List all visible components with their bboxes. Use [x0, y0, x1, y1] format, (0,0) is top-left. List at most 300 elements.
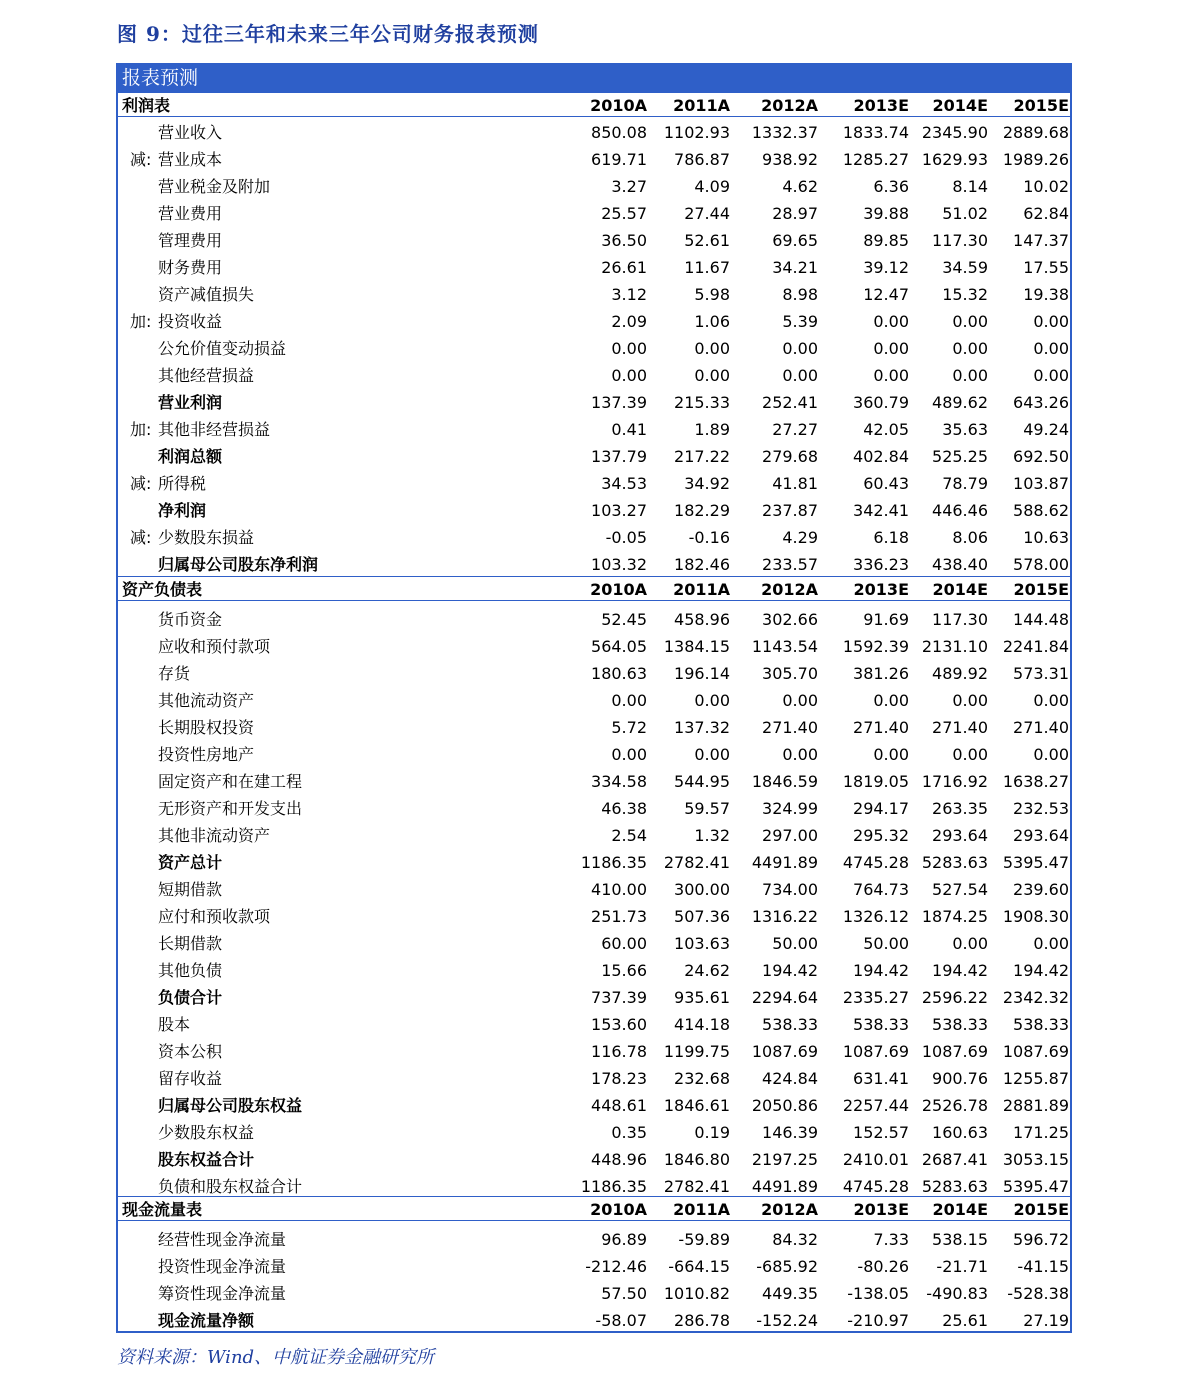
value-cell: 1.06 — [694, 312, 730, 331]
section-title: 现金流量表 — [122, 1200, 203, 1219]
value-cell: 449.35 — [762, 1284, 818, 1303]
value-cell: 24.62 — [684, 961, 730, 980]
row-label: 股本 — [158, 1015, 191, 1034]
value-cell: 239.60 — [1013, 880, 1069, 899]
row-label: 其他非经营损益 — [158, 420, 271, 439]
value-cell: 2241.84 — [1002, 637, 1069, 656]
value-cell: 297.00 — [762, 826, 818, 845]
row-label: 存货 — [158, 664, 191, 683]
year-header: 2010A — [590, 1200, 647, 1219]
value-cell: 8.98 — [782, 285, 818, 304]
row-label: 财务费用 — [158, 258, 223, 277]
value-cell: 50.00 — [772, 934, 818, 953]
value-cell: 2782.41 — [663, 1177, 730, 1196]
value-cell: 1846.80 — [663, 1150, 730, 1169]
value-cell: 91.69 — [863, 610, 909, 629]
value-cell: 0.00 — [1033, 339, 1069, 358]
value-cell: 35.63 — [942, 420, 988, 439]
value-cell: 271.40 — [853, 718, 909, 737]
table-row — [118, 173, 1070, 200]
value-cell: 336.23 — [853, 555, 909, 574]
row-label: 长期借款 — [158, 934, 223, 953]
value-cell: 52.45 — [601, 610, 647, 629]
value-cell: 62.84 — [1023, 204, 1069, 223]
row-prefix: 加: — [130, 312, 152, 331]
value-cell: 414.18 — [674, 1015, 730, 1034]
value-cell: 117.30 — [932, 231, 988, 250]
table-row — [118, 984, 1070, 1011]
value-cell: 786.87 — [674, 150, 730, 169]
row-prefix: 减: — [130, 528, 152, 547]
table-row — [118, 335, 1070, 362]
value-cell: 2410.01 — [842, 1150, 909, 1169]
row-label: 经营性现金净流量 — [158, 1230, 287, 1249]
table-band-title: 报表预测 — [118, 65, 1070, 92]
value-cell: 27.27 — [772, 420, 818, 439]
value-cell: -664.15 — [668, 1257, 730, 1276]
value-cell: 1716.92 — [921, 772, 988, 791]
value-cell: 0.00 — [952, 934, 988, 953]
value-cell: 6.18 — [873, 528, 909, 547]
value-cell: 0.00 — [782, 691, 818, 710]
table-row — [118, 606, 1070, 633]
value-cell: 6.36 — [873, 177, 909, 196]
value-cell: 1087.69 — [751, 1042, 818, 1061]
value-cell: 0.00 — [694, 339, 730, 358]
row-label: 营业成本 — [158, 150, 223, 169]
section-title: 资产负债表 — [122, 580, 203, 599]
value-cell: 52.61 — [684, 231, 730, 250]
value-cell: 5395.47 — [1002, 1177, 1069, 1196]
value-cell: 0.00 — [611, 745, 647, 764]
row-label: 净利润 — [158, 501, 207, 520]
row-label: 公允价值变动损益 — [158, 339, 287, 358]
value-cell: -528.38 — [1007, 1284, 1069, 1303]
value-cell: 1.32 — [694, 826, 730, 845]
value-cell: 0.41 — [611, 420, 647, 439]
value-cell: 137.32 — [674, 718, 730, 737]
value-cell: 4491.89 — [751, 1177, 818, 1196]
value-cell: 34.53 — [601, 474, 647, 493]
table-row — [118, 687, 1070, 714]
value-cell: 8.14 — [952, 177, 988, 196]
year-header: 2011A — [673, 580, 730, 599]
value-cell: 41.81 — [772, 474, 818, 493]
value-cell: 1285.27 — [842, 150, 909, 169]
section-header — [118, 92, 1070, 117]
value-cell: 0.00 — [1033, 366, 1069, 385]
value-cell: 252.41 — [762, 393, 818, 412]
value-cell: 1833.74 — [842, 123, 909, 142]
table-row — [118, 416, 1070, 443]
value-cell: 1629.93 — [921, 150, 988, 169]
value-cell: 46.38 — [601, 799, 647, 818]
value-cell: 0.00 — [1033, 691, 1069, 710]
value-cell: 15.66 — [601, 961, 647, 980]
value-cell: 538.15 — [932, 1230, 988, 1249]
value-cell: 237.87 — [762, 501, 818, 520]
table-row — [118, 146, 1070, 173]
value-cell: 538.33 — [762, 1015, 818, 1034]
value-cell: -210.97 — [847, 1311, 909, 1330]
section-title: 利润表 — [122, 96, 171, 115]
table-row — [118, 1146, 1070, 1173]
row-label: 筹资性现金净流量 — [158, 1284, 287, 1303]
value-cell: 271.40 — [1013, 718, 1069, 737]
value-cell: 78.79 — [942, 474, 988, 493]
value-cell: 0.00 — [611, 339, 647, 358]
value-cell: 1874.25 — [921, 907, 988, 926]
value-cell: 0.35 — [611, 1123, 647, 1142]
value-cell: 2596.22 — [921, 988, 988, 1007]
value-cell: -138.05 — [847, 1284, 909, 1303]
value-cell: 39.12 — [863, 258, 909, 277]
value-cell: 489.92 — [932, 664, 988, 683]
value-cell: 2.09 — [611, 312, 647, 331]
value-cell: 0.00 — [611, 691, 647, 710]
value-cell: 1255.87 — [1002, 1069, 1069, 1088]
value-cell: 1316.22 — [751, 907, 818, 926]
value-cell: 619.71 — [591, 150, 647, 169]
value-cell: 2131.10 — [921, 637, 988, 656]
value-cell: 324.99 — [762, 799, 818, 818]
value-cell: 11.67 — [684, 258, 730, 277]
value-cell: 103.27 — [591, 501, 647, 520]
value-cell: 103.87 — [1013, 474, 1069, 493]
table-row — [118, 227, 1070, 254]
table-row — [118, 768, 1070, 795]
value-cell: 489.62 — [932, 393, 988, 412]
value-cell: 1087.69 — [921, 1042, 988, 1061]
year-header: 2013E — [853, 1200, 909, 1219]
value-cell: 2782.41 — [663, 853, 730, 872]
table-row — [118, 200, 1070, 227]
value-cell: 25.61 — [942, 1311, 988, 1330]
value-cell: 0.00 — [873, 745, 909, 764]
value-cell: 900.76 — [932, 1069, 988, 1088]
value-cell: 2526.78 — [921, 1096, 988, 1115]
value-cell: 0.00 — [873, 366, 909, 385]
table-row — [118, 1011, 1070, 1038]
value-cell: 144.48 — [1013, 610, 1069, 629]
year-header: 2012A — [761, 96, 818, 115]
value-cell: 271.40 — [932, 718, 988, 737]
value-cell: 1186.35 — [580, 1177, 647, 1196]
year-header: 2015E — [1013, 96, 1069, 115]
value-cell: 294.17 — [853, 799, 909, 818]
row-label: 股东权益合计 — [158, 1150, 255, 1169]
value-cell: 1592.39 — [842, 637, 909, 656]
value-cell: -212.46 — [585, 1257, 647, 1276]
value-cell: 538.33 — [932, 1015, 988, 1034]
value-cell: -685.92 — [756, 1257, 818, 1276]
value-cell: -0.16 — [688, 528, 730, 547]
section-header — [118, 1196, 1070, 1221]
row-label: 短期借款 — [158, 880, 223, 899]
value-cell: 0.00 — [782, 366, 818, 385]
financial-forecast-table — [116, 63, 1072, 1333]
value-cell: 0.00 — [694, 745, 730, 764]
value-cell: 1326.12 — [842, 907, 909, 926]
row-label: 归属母公司股东净利润 — [158, 555, 319, 574]
table-row — [118, 497, 1070, 524]
value-cell: 295.32 — [853, 826, 909, 845]
value-cell: 293.64 — [932, 826, 988, 845]
value-cell: 0.00 — [952, 312, 988, 331]
value-cell: -58.07 — [595, 1311, 647, 1330]
table-row — [118, 741, 1070, 768]
value-cell: 160.63 — [932, 1123, 988, 1142]
value-cell: 215.33 — [674, 393, 730, 412]
value-cell: 153.60 — [591, 1015, 647, 1034]
value-cell: 2881.89 — [1002, 1096, 1069, 1115]
value-cell: 0.00 — [694, 691, 730, 710]
value-cell: 4745.28 — [842, 1177, 909, 1196]
value-cell: 2197.25 — [751, 1150, 818, 1169]
value-cell: 50.00 — [863, 934, 909, 953]
table-row — [118, 633, 1070, 660]
row-label: 货币资金 — [158, 610, 223, 629]
value-cell: 103.32 — [591, 555, 647, 574]
table-row — [118, 1226, 1070, 1253]
year-header: 2012A — [761, 580, 818, 599]
row-label: 投资性现金净流量 — [158, 1257, 287, 1276]
value-cell: 0.00 — [1033, 745, 1069, 764]
row-label: 留存收益 — [158, 1069, 223, 1088]
value-cell: 342.41 — [853, 501, 909, 520]
value-cell: 60.00 — [601, 934, 647, 953]
value-cell: 334.58 — [591, 772, 647, 791]
value-cell: 293.64 — [1013, 826, 1069, 845]
value-cell: 182.46 — [674, 555, 730, 574]
row-label: 其他非流动资产 — [158, 826, 271, 845]
row-label: 少数股东权益 — [158, 1123, 255, 1142]
value-cell: -80.26 — [857, 1257, 909, 1276]
value-cell: 1010.82 — [663, 1284, 730, 1303]
value-cell: 0.00 — [952, 339, 988, 358]
value-cell: 446.46 — [932, 501, 988, 520]
value-cell: 59.57 — [684, 799, 730, 818]
value-cell: 2257.44 — [842, 1096, 909, 1115]
value-cell: 1384.15 — [663, 637, 730, 656]
row-label: 少数股东损益 — [158, 528, 255, 547]
year-header: 2013E — [853, 580, 909, 599]
value-cell: 458.96 — [674, 610, 730, 629]
value-cell: 2342.32 — [1002, 988, 1069, 1007]
table-row — [118, 714, 1070, 741]
value-cell: 4745.28 — [842, 853, 909, 872]
value-cell: 19.38 — [1023, 285, 1069, 304]
value-cell: 1087.69 — [1002, 1042, 1069, 1061]
value-cell: 146.39 — [762, 1123, 818, 1142]
value-cell: -59.89 — [678, 1230, 730, 1249]
row-label: 投资收益 — [158, 312, 223, 331]
row-label: 负债和股东权益合计 — [158, 1177, 303, 1196]
value-cell: 573.31 — [1013, 664, 1069, 683]
value-cell: 271.40 — [762, 718, 818, 737]
value-cell: 1989.26 — [1002, 150, 1069, 169]
value-cell: 152.57 — [853, 1123, 909, 1142]
row-label: 利润总额 — [158, 447, 223, 466]
value-cell: 69.65 — [772, 231, 818, 250]
table-row — [118, 1280, 1070, 1307]
year-header: 2011A — [673, 1200, 730, 1219]
value-cell: 15.32 — [942, 285, 988, 304]
value-cell: 692.50 — [1013, 447, 1069, 466]
value-cell: 1087.69 — [842, 1042, 909, 1061]
value-cell: 438.40 — [932, 555, 988, 574]
value-cell: 5283.63 — [921, 853, 988, 872]
value-cell: 935.61 — [674, 988, 730, 1007]
row-label: 资产减值损失 — [158, 285, 255, 304]
value-cell: -152.24 — [756, 1311, 818, 1330]
value-cell: 564.05 — [591, 637, 647, 656]
value-cell: 734.00 — [762, 880, 818, 899]
table-row — [118, 362, 1070, 389]
year-header: 2010A — [590, 96, 647, 115]
value-cell: 0.00 — [782, 339, 818, 358]
table-row — [118, 254, 1070, 281]
row-label: 长期股权投资 — [158, 718, 255, 737]
value-cell: 300.00 — [674, 880, 730, 899]
section-header — [118, 576, 1070, 601]
value-cell: 305.70 — [762, 664, 818, 683]
value-cell: 588.62 — [1013, 501, 1069, 520]
value-cell: 5283.63 — [921, 1177, 988, 1196]
source-note: 资料来源：Wind、中航证券金融研究所 — [117, 1347, 435, 1368]
table-row — [118, 524, 1070, 551]
value-cell: 194.42 — [853, 961, 909, 980]
value-cell: 2889.68 — [1002, 123, 1069, 142]
value-cell: 194.42 — [932, 961, 988, 980]
row-label: 应收和预付款项 — [158, 637, 271, 656]
value-cell: 578.00 — [1013, 555, 1069, 574]
value-cell: 10.02 — [1023, 177, 1069, 196]
value-cell: 5.39 — [782, 312, 818, 331]
value-cell: 137.79 — [591, 447, 647, 466]
row-label: 所得税 — [158, 474, 207, 493]
value-cell: 103.63 — [674, 934, 730, 953]
value-cell: 137.39 — [591, 393, 647, 412]
value-cell: 1638.27 — [1002, 772, 1069, 791]
value-cell: 3.27 — [611, 177, 647, 196]
value-cell: 538.33 — [853, 1015, 909, 1034]
value-cell: 279.68 — [762, 447, 818, 466]
value-cell: 25.57 — [601, 204, 647, 223]
row-prefix: 减: — [130, 474, 152, 493]
value-cell: 1.89 — [694, 420, 730, 439]
value-cell: 538.33 — [1013, 1015, 1069, 1034]
value-cell: 39.88 — [863, 204, 909, 223]
row-label: 投资性房地产 — [158, 745, 255, 764]
value-cell: 27.44 — [684, 204, 730, 223]
value-cell: 196.14 — [674, 664, 730, 683]
value-cell: 217.22 — [674, 447, 730, 466]
table-row — [118, 876, 1070, 903]
value-cell: 232.68 — [674, 1069, 730, 1088]
value-cell: 424.84 — [762, 1069, 818, 1088]
value-cell: 34.59 — [942, 258, 988, 277]
value-cell: 263.35 — [932, 799, 988, 818]
value-cell: 4.09 — [694, 177, 730, 196]
value-cell: 1143.54 — [751, 637, 818, 656]
value-cell: 448.96 — [591, 1150, 647, 1169]
value-cell: 0.00 — [952, 745, 988, 764]
row-label: 现金流量净额 — [158, 1311, 255, 1330]
year-header: 2015E — [1013, 1200, 1069, 1219]
value-cell: 5.72 — [611, 718, 647, 737]
value-cell: 381.26 — [853, 664, 909, 683]
value-cell: 0.00 — [782, 745, 818, 764]
year-header: 2011A — [673, 96, 730, 115]
row-label: 营业利润 — [158, 393, 223, 412]
value-cell: 178.23 — [591, 1069, 647, 1088]
value-cell: 171.25 — [1013, 1123, 1069, 1142]
value-cell: 28.97 — [772, 204, 818, 223]
value-cell: 194.42 — [762, 961, 818, 980]
value-cell: 5395.47 — [1002, 853, 1069, 872]
row-label: 营业税金及附加 — [158, 177, 271, 196]
year-header: 2010A — [590, 580, 647, 599]
value-cell: 2.54 — [611, 826, 647, 845]
value-cell: 527.54 — [932, 880, 988, 899]
row-label: 负债合计 — [158, 988, 223, 1007]
year-header: 2013E — [853, 96, 909, 115]
value-cell: 0.00 — [611, 366, 647, 385]
value-cell: 26.61 — [601, 258, 647, 277]
table-row — [118, 822, 1070, 849]
value-cell: 0.00 — [873, 339, 909, 358]
value-cell: 8.06 — [952, 528, 988, 547]
value-cell: 51.02 — [942, 204, 988, 223]
row-label: 无形资产和开发支出 — [158, 799, 303, 818]
row-prefix: 减: — [130, 150, 152, 169]
table-row — [118, 1065, 1070, 1092]
value-cell: 1102.93 — [663, 123, 730, 142]
value-cell: 7.33 — [873, 1230, 909, 1249]
value-cell: 5.98 — [694, 285, 730, 304]
value-cell: 1819.05 — [842, 772, 909, 791]
row-label: 资产总计 — [158, 853, 223, 872]
table-row — [118, 903, 1070, 930]
value-cell: 182.29 — [674, 501, 730, 520]
table-row — [118, 1038, 1070, 1065]
row-label: 应付和预收款项 — [158, 907, 271, 926]
table-row — [118, 660, 1070, 687]
value-cell: -0.05 — [605, 528, 647, 547]
value-cell: 60.43 — [863, 474, 909, 493]
value-cell: 2345.90 — [921, 123, 988, 142]
value-cell: 27.19 — [1023, 1311, 1069, 1330]
row-label: 其他经营损益 — [158, 366, 255, 385]
value-cell: 507.36 — [674, 907, 730, 926]
table-row — [118, 443, 1070, 470]
row-label: 营业收入 — [158, 123, 223, 142]
value-cell: 0.00 — [1033, 934, 1069, 953]
value-cell: 3.12 — [611, 285, 647, 304]
row-label: 资本公积 — [158, 1042, 223, 1061]
table-row — [118, 389, 1070, 416]
year-header: 2014E — [932, 1200, 988, 1219]
value-cell: 544.95 — [674, 772, 730, 791]
value-cell: 764.73 — [853, 880, 909, 899]
table-row — [118, 1307, 1070, 1334]
value-cell: 1846.59 — [751, 772, 818, 791]
value-cell: -41.15 — [1017, 1257, 1069, 1276]
value-cell: 0.19 — [694, 1123, 730, 1142]
value-cell: -21.71 — [936, 1257, 988, 1276]
value-cell: 0.00 — [1033, 312, 1069, 331]
